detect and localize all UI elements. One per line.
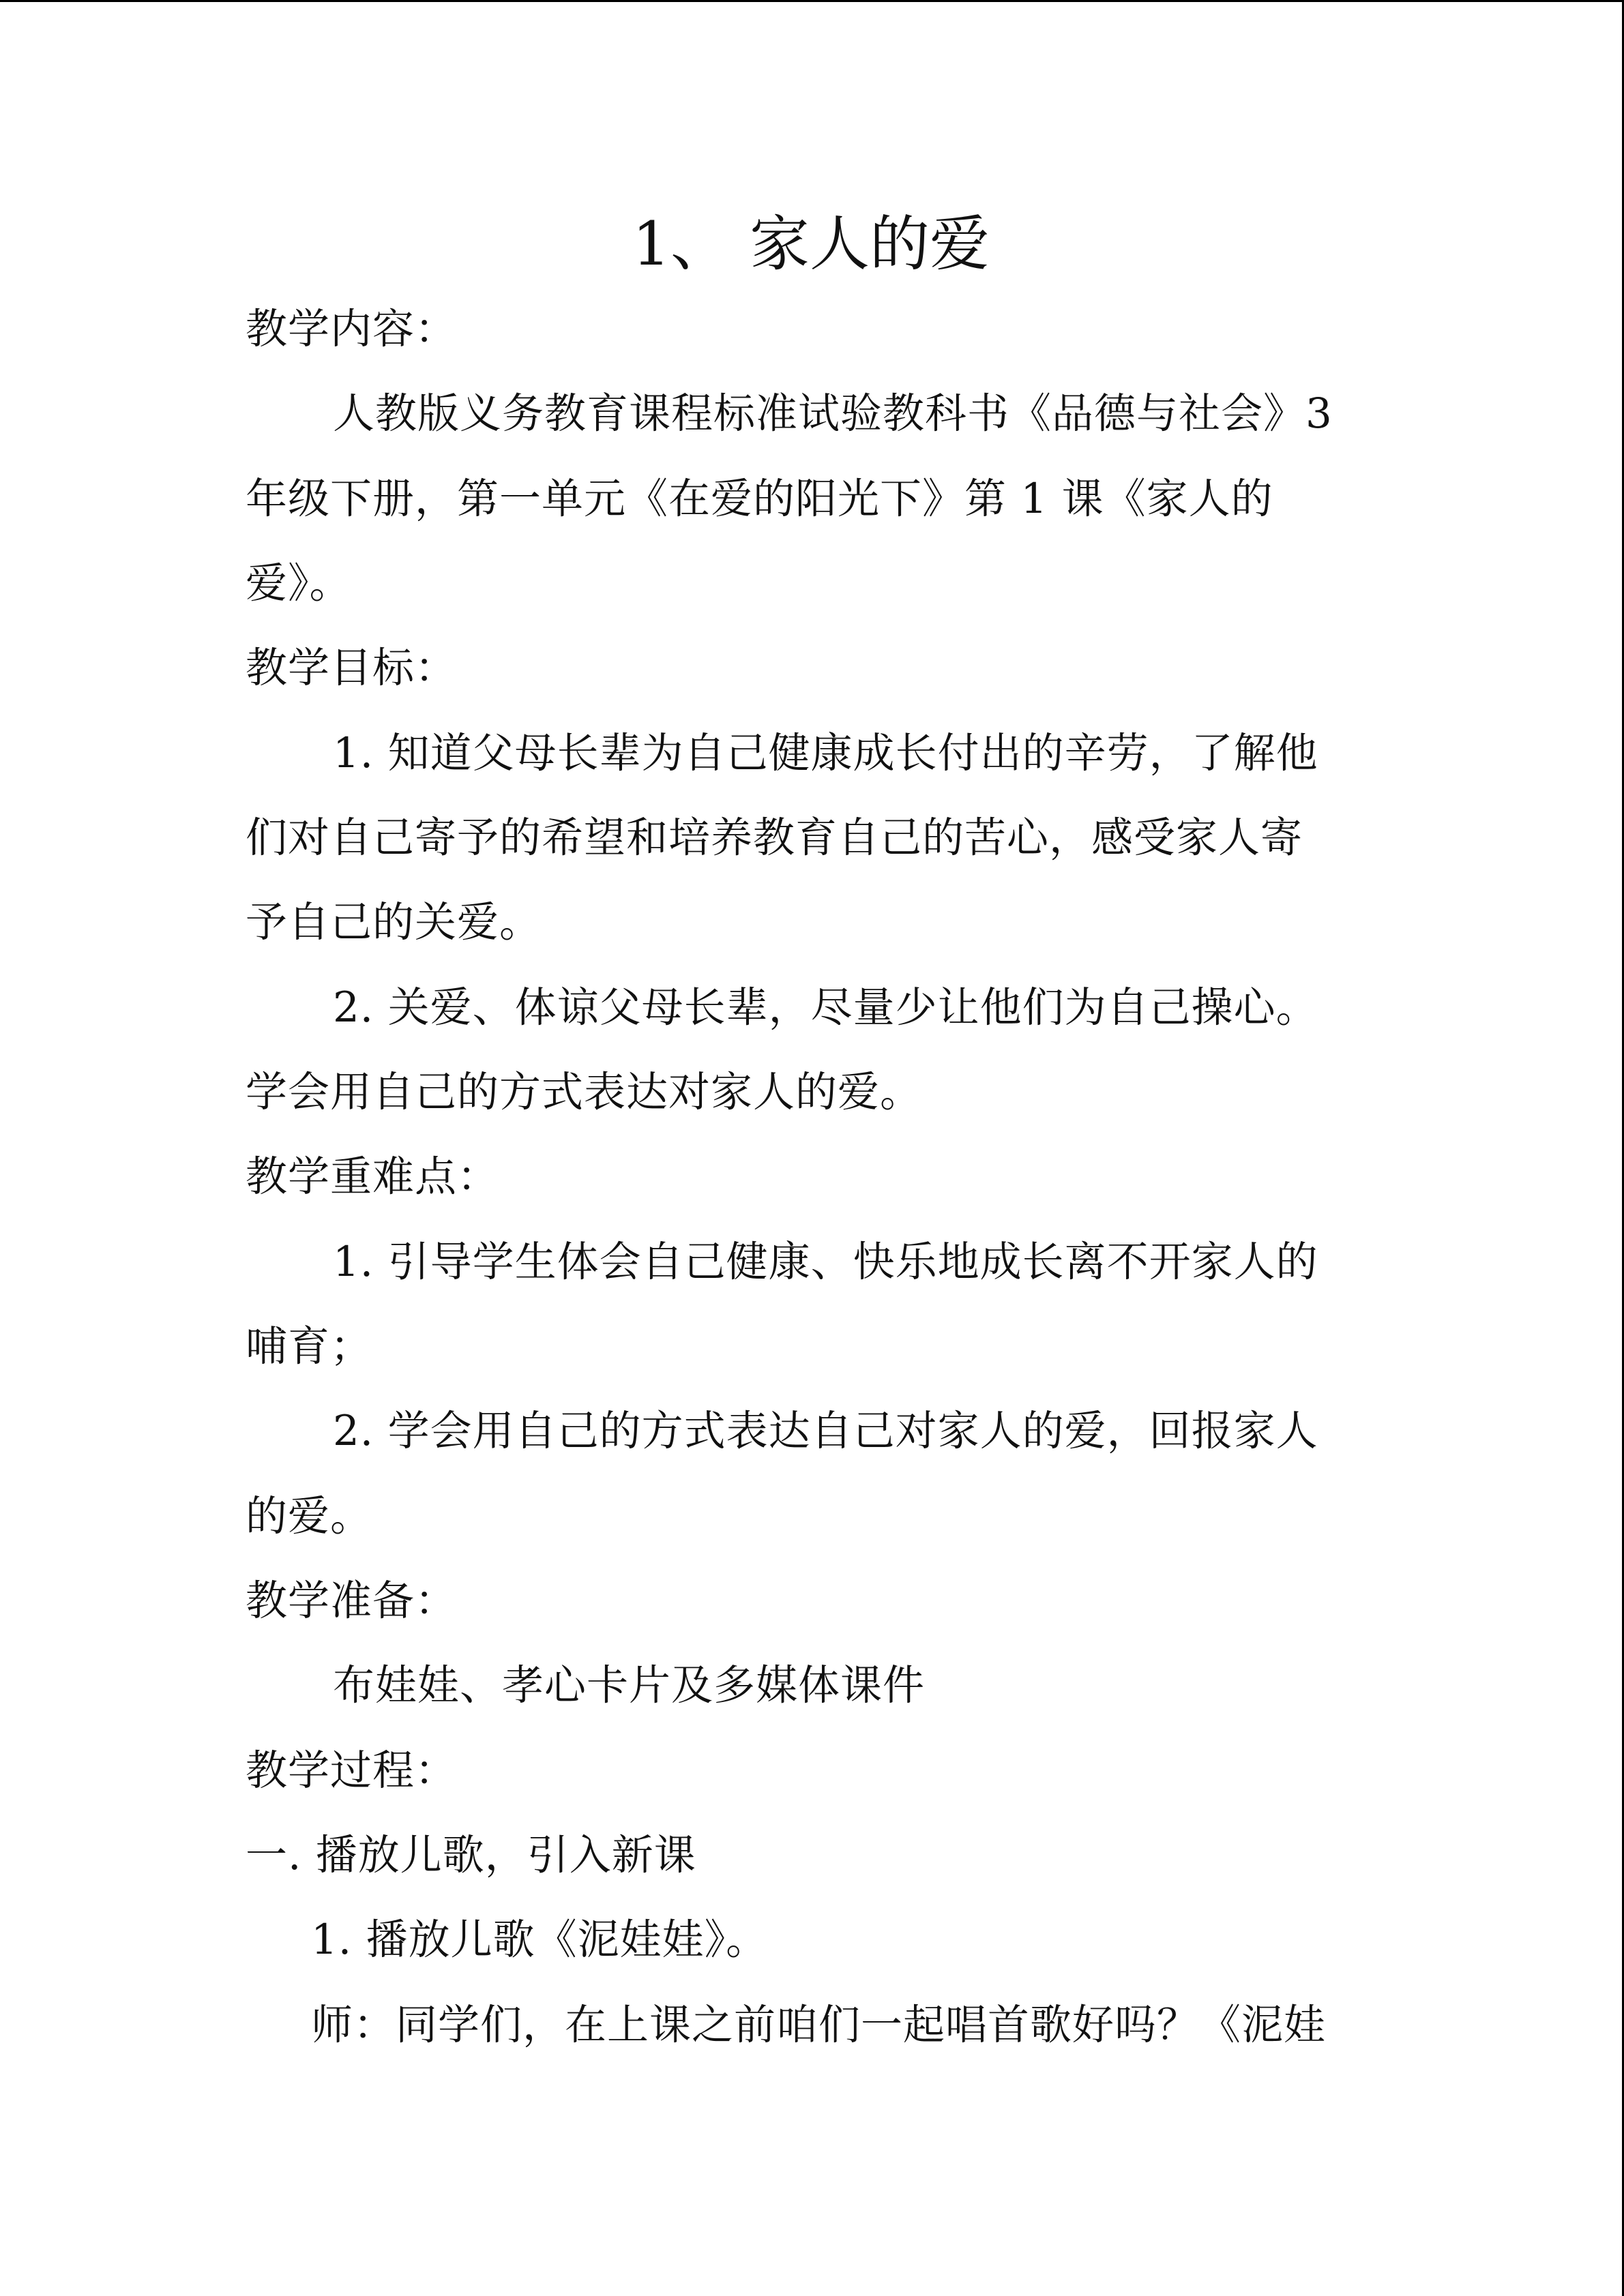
paragraph-line: 1. 引导学生体会自己健康、快乐地成长离不开家人的 <box>333 1238 1318 1286</box>
paragraph-line: 的爱。 <box>246 1492 373 1540</box>
lesson-title: 1、 家人的爱 <box>632 209 990 279</box>
subsection-heading: 一. 播放儿歌，引入新课 <box>246 1831 696 1879</box>
paragraph-line: 年级下册，第一单元《在爱的阳光下》第 1 课《家人的 <box>246 475 1273 523</box>
section-heading-preparation: 教学准备： <box>246 1577 458 1625</box>
section-heading-process: 教学过程： <box>246 1746 458 1795</box>
section-heading-content: 教学内容： <box>246 305 458 353</box>
paragraph-line: 1. 播放儿歌《泥娃娃》。 <box>311 1915 769 1964</box>
paragraph-line: 们对自己寄予的希望和培养教育自己的苦心，感受家人寄 <box>246 814 1303 862</box>
paragraph-line: 布娃娃、孝心卡片及多媒体课件 <box>333 1661 926 1710</box>
paragraph-line: 2. 学会用自己的方式表达自己对家人的爱，回报家人 <box>333 1407 1318 1455</box>
paragraph-line: 人教版义务教育课程标准试验教科书《品德与社会》3 <box>333 389 1333 438</box>
paragraph-line: 爱》。 <box>246 559 352 608</box>
paragraph-line: 师：同学们，在上课之前咱们一起唱首歌好吗？《泥娃 <box>311 2001 1327 2049</box>
paragraph-line: 2. 关爱、体谅父母长辈，尽量少让他们为自己操心。 <box>333 983 1318 1032</box>
section-heading-key-points: 教学重难点： <box>246 1152 500 1201</box>
paragraph-line: 学会用自己的方式表达对家人的爱。 <box>246 1068 923 1116</box>
paragraph-line: 1. 知道父母长辈为自己健康成长付出的辛劳，了解他 <box>333 729 1318 777</box>
section-heading-objectives: 教学目标： <box>246 644 458 692</box>
paragraph-line: 予自己的关爱。 <box>246 898 542 946</box>
paragraph-line: 哺育； <box>246 1322 373 1371</box>
